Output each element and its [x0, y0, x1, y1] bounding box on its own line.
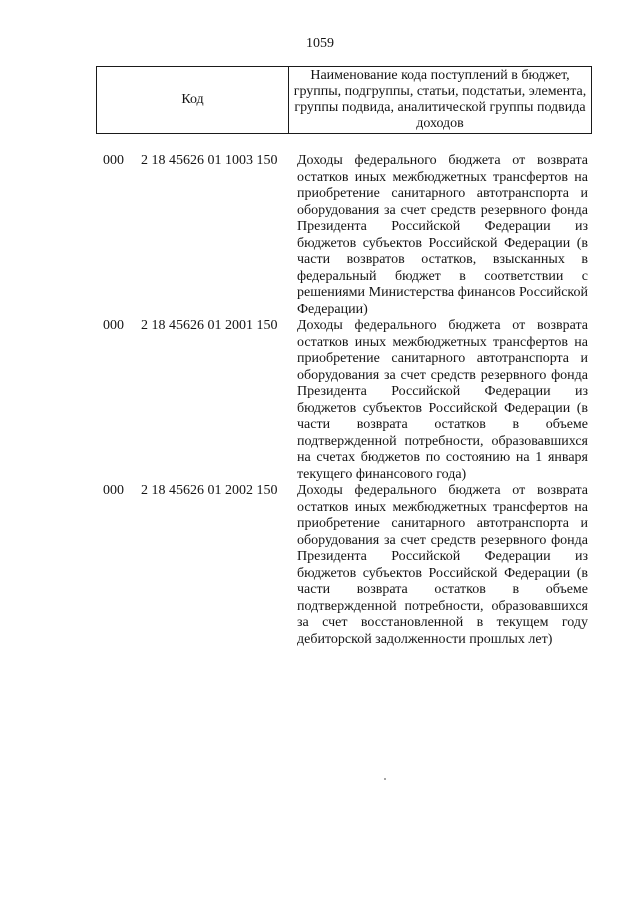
- table-row: [0, 318, 640, 483]
- scan-speck: [384, 778, 386, 780]
- admin-code: 000: [103, 318, 124, 333]
- page-number: 1059: [306, 36, 334, 51]
- admin-code: 000: [103, 483, 124, 498]
- name-column-header: Наименование кода поступлений в бюджет, группы, подгруппы, статьи, подстатьи, элемента, группы подвида, аналитической группы подвида доходов: [293, 68, 587, 131]
- revenue-code-list: [0, 153, 640, 648]
- admin-code: 000: [103, 153, 124, 168]
- table-row: [0, 483, 640, 648]
- revenue-description: Доходы федерального бюджета от возврата остатков иных межбюджетных трансфертов на приобретение санитарного автотранспорта и оборудования за счет средств резервного фонда Президента Российской Федерации из бюджетов субъектов Российской Федерации (в части возвратов остатков, взысканных в федеральный бюджет в соответствии с решениями Министерства финансов Российской Федерации): [297, 153, 588, 317]
- code-column-header: Код: [97, 67, 289, 133]
- revenue-code: 2 18 45626 01 2002 150: [141, 483, 278, 498]
- table-row: [0, 153, 640, 318]
- revenue-code: 2 18 45626 01 1003 150: [141, 153, 278, 168]
- table-header: [96, 66, 592, 134]
- revenue-code: 2 18 45626 01 2001 150: [141, 318, 278, 333]
- revenue-description: Доходы федерального бюджета от возврата остатков иных межбюджетных трансфертов на приобретение санитарного автотранспорта и оборудования за счет средств резервного фонда Президента Российской Федерации из бюджетов субъектов Российской Федерации (в части возврата остатков в объеме подтвержденной потребности, образовавшихся за счет восстановленной в текущем году дебиторской задолженности прошлых лет): [297, 483, 588, 647]
- revenue-description: Доходы федерального бюджета от возврата остатков иных межбюджетных трансфертов на приобретение санитарного автотранспорта и оборудования за счет средств резервного фонда Президента Российской Федерации из бюджетов субъектов Российской Федерации (в части возврата остатков в объеме подтвержденной потребности, образовавшихся на счетах бюджетов по состоянию на 1 января текущего финансового года): [297, 318, 588, 482]
